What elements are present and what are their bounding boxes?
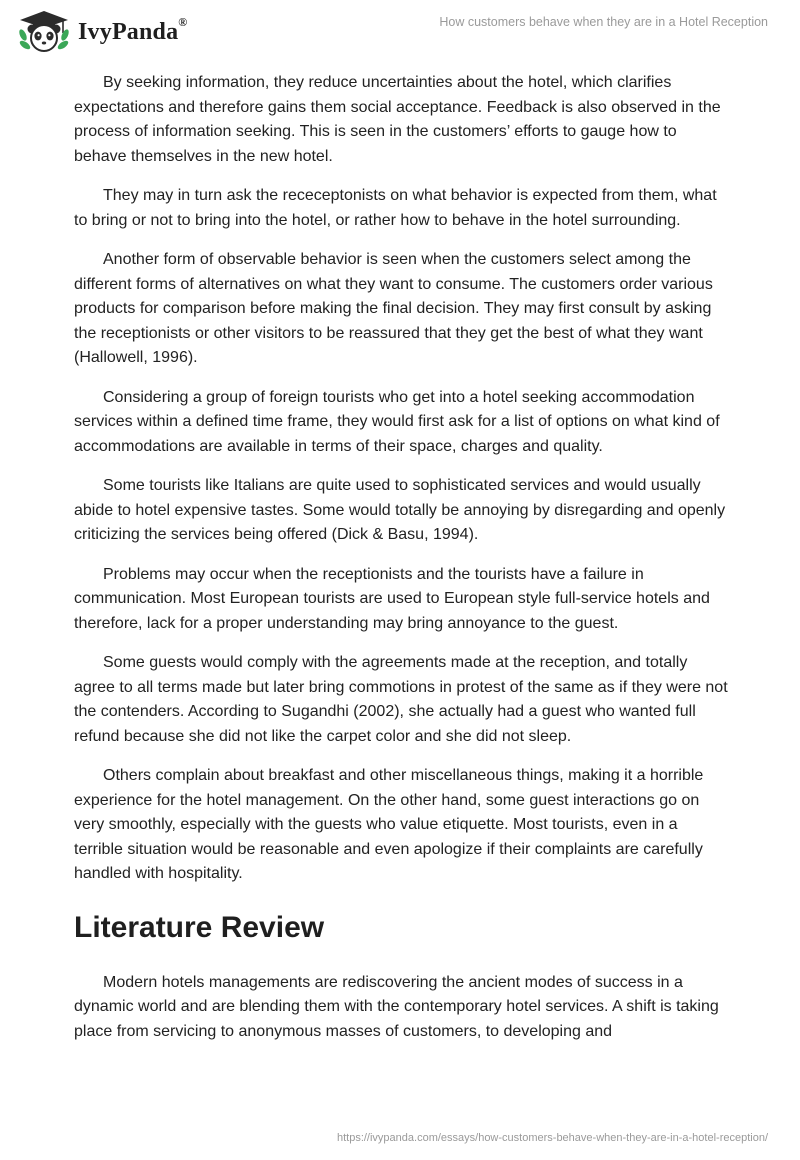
paragraph: Problems may occur when the receptionists and the tourists have a failure in communication. Most European tourists are used to European style full-service hotels and therefore, lack for a proper understanding may bring annoyance to the guest. bbox=[74, 565, 710, 632]
ivypanda-logo-icon[interactable] bbox=[16, 9, 72, 53]
paragraph: Considering a group of foreign tourists who get into a hotel seeking accommodation services within a defined time frame, they would first ask for a list of options on what kind of accommodations are available in terms of their space, charges and quality. bbox=[74, 388, 720, 455]
article-body bbox=[74, 71, 728, 1059]
paragraph: By seeking information, they reduce uncertainties about the hotel, which clarifies expectations and therefore gains them social acceptance. Feedback is also observed in the process of information seeking. This is seen in the customers’ efforts to gauge how to behave themselves in the new hotel. bbox=[74, 74, 721, 165]
brand-name[interactable] bbox=[78, 15, 188, 46]
paragraph: Modern hotels managements are rediscovering the ancient modes of success in a dynamic world and are blending them with the contemporary hotel services. A shift is taking place from servicing to anonymous masses of customers, to developing and bbox=[74, 973, 719, 1040]
paragraph: Some tourists like Italians are quite used to sophisticated services and would usually abide to hotel expensive tastes. Some would totally be annoying by disregarding and openly criticizing the services being offered (Dick & Basu, 1994). bbox=[74, 477, 726, 543]
paragraph: Another form of observable behavior is seen when the customers select among the different forms of alternatives on what they want to consume. The customers order various products for comparison before making the final decision. They may first consult by asking the receptionists or other visitors to be reassured that they get the best of what they want (Hallowell, 1996). bbox=[74, 251, 713, 366]
paragraph: They may in turn ask the receceptonists on what behavior is expected from them, what to bring or not to bring into the hotel, or rather how to behave in the hotel surrounding. bbox=[74, 187, 717, 229]
page-header bbox=[0, 0, 800, 62]
paragraph: Some guests would comply with the agreements made at the reception, and totally agree to all terms made but later bring commotions in protest of the same as if they were not the contenders. According to Sugandhi (2002), she actually had a guest who wanted full refund because she did not like the carpet color and she did not sleep. bbox=[74, 654, 728, 745]
registered-mark: ® bbox=[178, 15, 188, 29]
source-url[interactable]: https://ivypanda.com/essays/how-customers-behave-when-they-are-in-a-hotel-reception/ bbox=[336, 1132, 768, 1144]
section-heading: Literature Review bbox=[74, 910, 325, 944]
paragraph: Others complain about breakfast and other miscellaneous things, making it a horrible experience for the hotel management. On the other hand, some guest interactions go on very smoothly, especially with the guests who value etiquette. Most tourists, even in a terrible situation would be reasonable and even apologize if their complaints are carefully handled with hospitality. bbox=[74, 767, 704, 882]
brand-name-text: IvyPanda bbox=[78, 19, 179, 45]
page-header-title: How customers behave when they are in a Hotel Reception bbox=[439, 15, 768, 29]
